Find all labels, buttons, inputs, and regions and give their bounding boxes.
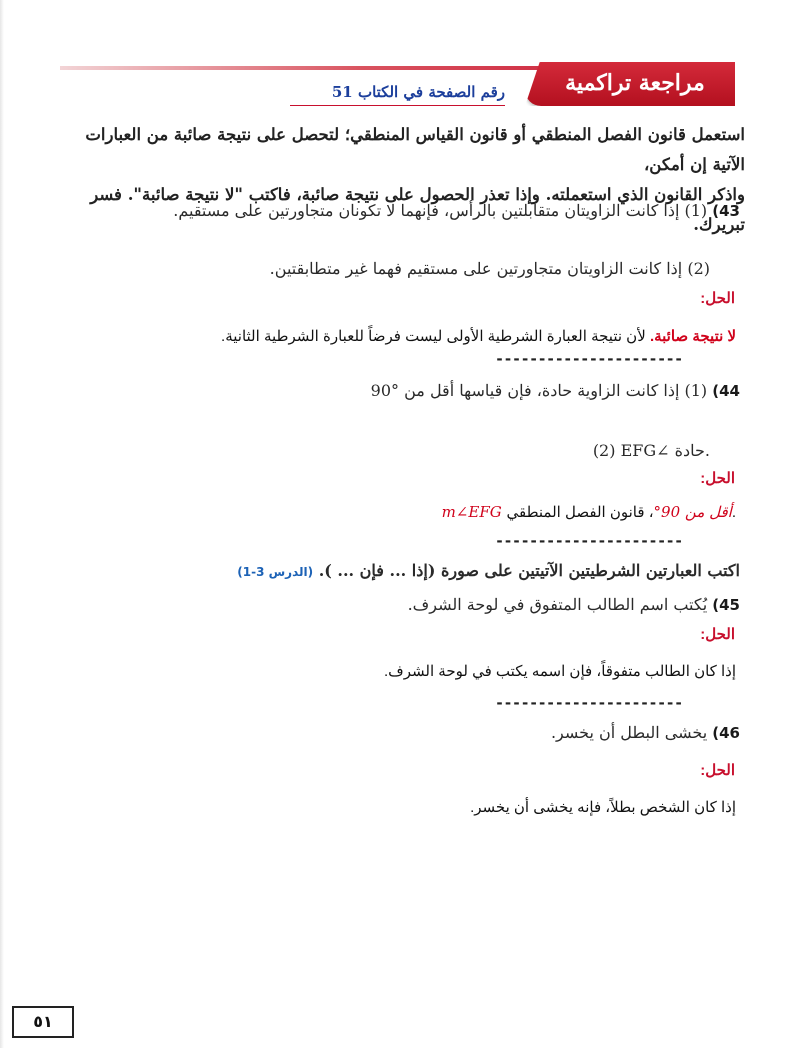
q44-answer-math: m∠EFG أقل من 90° — [441, 503, 732, 521]
q44-solution-label: الحل: — [700, 470, 735, 487]
q43-part1 — [60, 198, 740, 224]
q45-question — [60, 592, 740, 618]
q45-answer: إذا كان الطالب متفوقاً، فإن اسمه يكتب في لوحة الشرف. — [384, 663, 736, 680]
q44-part1-text: (1) إذا كانت الزاوية حادة، فإن قياسها أقل من °90 — [370, 381, 708, 400]
section-title: مراجعة تراكمية — [565, 70, 705, 96]
page-number: ٥١ — [12, 1006, 74, 1038]
page-edge — [0, 0, 4, 1048]
q44-answer — [60, 500, 736, 524]
q43-answer — [60, 325, 736, 349]
separator: ---------------------- — [495, 350, 683, 368]
book-page-reference: رقم الصفحة في الكتاب 51 — [331, 83, 505, 101]
instructions-line-2: واذكر القانون الذي استعملته. وإذا تعذر الحصول على نتيجة صائبة، فاكتب "لا نتيجة صائبة". فسر تبريرك. — [90, 185, 745, 234]
separator: ---------------------- — [495, 694, 683, 712]
q46-solution-label: الحل: — [700, 762, 735, 779]
book-page-underline — [290, 105, 505, 106]
q43-answer-text: لأن نتيجة العبارة الشرطية الأولى ليست فرضاً للعبارة الشرطية الثانية. — [221, 328, 650, 345]
separator: ---------------------- — [495, 532, 683, 550]
question-number: 43) — [712, 202, 740, 220]
q44-part2: (2) EFG∠ حادة. — [592, 441, 710, 460]
question-number: 46) — [712, 724, 740, 742]
q46-answer: إذا كان الشخص بطلاً، فإنه يخشى أن يخسر. — [470, 799, 736, 816]
section2-instruction — [60, 558, 740, 584]
q44-answer-text: ، قانون الفصل المنطقي. — [506, 504, 736, 521]
q45-solution-label: الحل: — [700, 626, 735, 643]
q43-part2: (2) إذا كانت الزاويتان متجاورتين على مستقيم فهما غير متطابقتين. — [269, 259, 710, 278]
instructions-line-1: استعمل قانون الفصل المنطقي أو قانون القياس المنطقي؛ لتحصل على نتيجة صائبة من العبارات الآتية إن أمكن، — [85, 125, 745, 174]
question-number: 45) — [712, 596, 740, 614]
q45-text: يُكتب اسم الطالب المتفوق في لوحة الشرف. — [407, 595, 708, 614]
lesson-reference: (الدرس 3-1) — [237, 565, 314, 579]
q43-answer-highlight: لا نتيجة صائبة. — [649, 328, 736, 345]
q46-question — [60, 720, 740, 746]
q43-part1-text: (1) إذا كانت الزاويتان متقابلتين بالرأس، فإنهما لا تكونان متجاورتين على مستقيم. — [173, 201, 708, 220]
section2-instruction-text: اكتب العبارتين الشرطيتين الآتيتين على صورة (إذا ... فإن ... ). — [318, 561, 740, 580]
question-number: 44) — [712, 382, 740, 400]
q46-text: يخشى البطل أن يخسر. — [550, 723, 708, 742]
q43-solution-label: الحل: — [700, 290, 735, 307]
q44-part1 — [60, 378, 740, 404]
